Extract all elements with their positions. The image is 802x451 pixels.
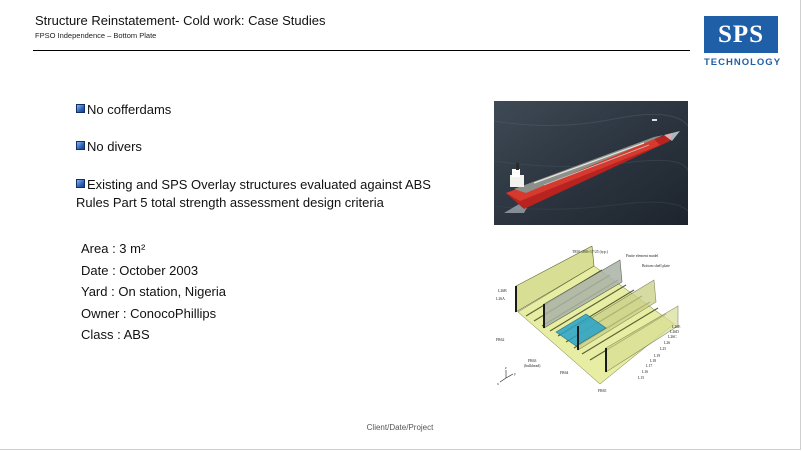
bullet-icon bbox=[76, 141, 85, 150]
bullet-text: No divers bbox=[87, 139, 142, 154]
label-fr65: FR65 bbox=[598, 389, 607, 393]
label-l16: L16 bbox=[642, 370, 649, 374]
label-l26a: L26A bbox=[496, 297, 505, 301]
bullet-item bbox=[76, 138, 142, 156]
label-fr64: FR64 bbox=[560, 371, 569, 375]
finite-element-diagram bbox=[494, 246, 688, 396]
axis-x: x bbox=[497, 382, 499, 386]
label-fr63: FR63 bbox=[528, 359, 537, 363]
sps-logo bbox=[704, 16, 782, 68]
slide-footer: Client/Date/Project bbox=[366, 423, 434, 432]
title-divider bbox=[33, 50, 690, 51]
label-fem: Finite element model bbox=[626, 254, 659, 258]
bullet-text: Existing and SPS Overlay structures evaluated against ABS bbox=[87, 177, 431, 192]
axis-y: y bbox=[514, 372, 516, 376]
bullet-text: No cofferdams bbox=[87, 102, 172, 117]
bullet-item bbox=[76, 176, 467, 212]
axis-z: z bbox=[505, 366, 507, 370]
project-details bbox=[81, 238, 226, 346]
label-l25: L25 bbox=[660, 347, 667, 351]
tanker-photo bbox=[494, 101, 688, 225]
label-fr62: FR62 bbox=[496, 338, 505, 342]
detail-yard: Yard : On station, Nigeria bbox=[81, 284, 226, 299]
detail-owner: Owner : ConocoPhillips bbox=[81, 305, 217, 321]
label-l26e: L26E bbox=[672, 325, 681, 329]
label-l26b: L26B bbox=[498, 289, 507, 293]
label-l18: L18 bbox=[650, 359, 657, 363]
detail-class: Class : ABS bbox=[81, 327, 150, 342]
logo-subtext: TECHNOLOGY bbox=[704, 57, 782, 68]
logo-mark: SPS bbox=[704, 16, 778, 53]
slide-title: Structure Reinstatement- Cold work: Case Studies bbox=[35, 13, 326, 28]
label-l17: L17 bbox=[646, 364, 653, 368]
label-l26d: L26D bbox=[670, 330, 679, 334]
bullet-item bbox=[76, 101, 171, 119]
label-bulkhead: (bulkhead) bbox=[524, 364, 541, 368]
bullet-icon bbox=[76, 104, 85, 113]
label-l19: L19 bbox=[654, 354, 661, 358]
bullet-icon bbox=[76, 179, 85, 188]
detail-area: Area : 3 m² bbox=[81, 241, 146, 256]
label-shell: Bottom shell plate bbox=[642, 264, 670, 268]
label-l26: L26 bbox=[664, 341, 671, 345]
label-top: T850×200×17/25 (typ.) bbox=[572, 250, 608, 254]
slide-subtitle: FPSO Independence – Bottom Plate bbox=[35, 31, 157, 40]
label-l26c: L26C bbox=[668, 335, 677, 339]
bullet-text-continued: Rules Part 5 total strength assessment design criteria bbox=[76, 195, 384, 210]
detail-date: Date : October 2003 bbox=[81, 262, 199, 278]
label-l15: L15 bbox=[638, 376, 645, 380]
